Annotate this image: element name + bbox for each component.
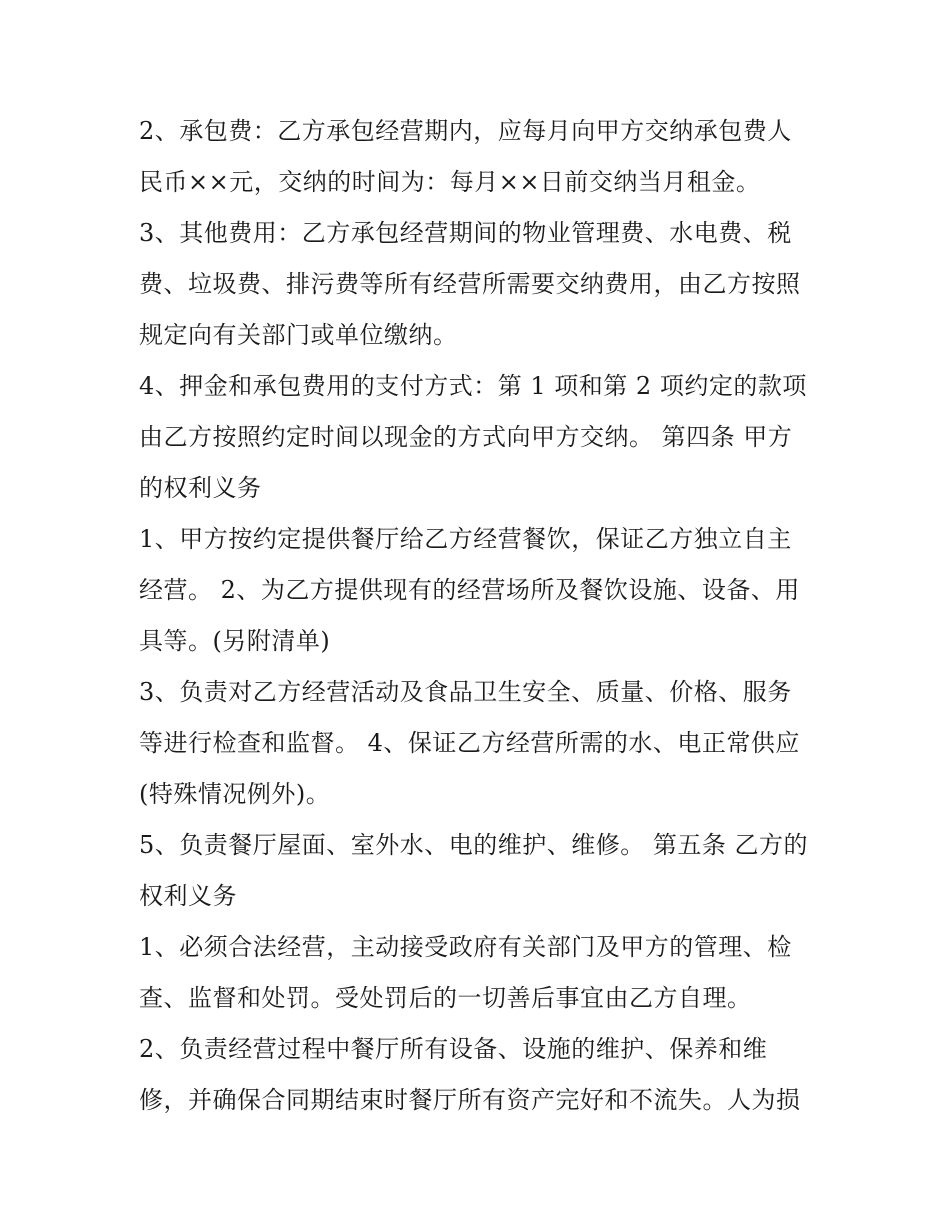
text-line-18: 查、监督和处罚。受处罚后的一切善后事宜由乙方自理。: [139, 984, 752, 1012]
text-line-15: 5、负责餐厅屋面、室外水、电的维护、维修。 第五条 乙方的: [139, 831, 809, 859]
contract-text-body: [139, 106, 829, 1126]
text-line-19: 2、负责经营过程中餐厅所有设备、设施的维护、保养和维: [139, 1035, 768, 1063]
text-line-10: 经营。 2、为乙方提供现有的经营场所及餐饮设施、设备、用: [139, 576, 800, 604]
text-line-16: 权利义务: [139, 882, 237, 910]
text-line-9: 1、甲方按约定提供餐厅给乙方经营餐饮，保证乙方独立自主: [139, 525, 792, 553]
text-line-8: 的权利义务: [139, 474, 262, 502]
text-line-2: 民币××元，交纳的时间为：每月××日前交纳当月租金。: [139, 168, 761, 196]
text-line-4: 费、垃圾费、排污费等所有经营所需要交纳费用，由乙方按照: [139, 270, 801, 298]
text-line-17: 1、必须合法经营，主动接受政府有关部门及甲方的管理、检: [139, 933, 792, 961]
text-line-13: 等进行检查和监督。 4、保证乙方经营所需的水、电正常供应: [139, 729, 800, 757]
text-line-12: 3、负责对乙方经营活动及食品卫生安全、质量、价格、服务: [139, 678, 792, 706]
text-line-3: 3、其他费用：乙方承包经营期间的物业管理费、水电费、税: [139, 219, 792, 247]
text-line-6: 4、押金和承包费用的支付方式：第 1 项和第 2 项约定的款项: [139, 372, 807, 400]
text-line-11: 具等。(另附清单): [139, 627, 331, 655]
text-line-5: 规定向有关部门或单位缴纳。: [139, 321, 458, 349]
text-line-7: 由乙方按照约定时间以现金的方式向甲方交纳。 第四条 甲方: [139, 423, 793, 451]
text-line-14: (特殊情况例外)。: [139, 780, 331, 808]
text-line-1: 2、承包费：乙方承包经营期内，应每月向甲方交纳承包费人: [139, 117, 792, 145]
text-line-20: 修，并确保合同期结束时餐厅所有资产完好和不流失。人为损: [139, 1086, 801, 1114]
